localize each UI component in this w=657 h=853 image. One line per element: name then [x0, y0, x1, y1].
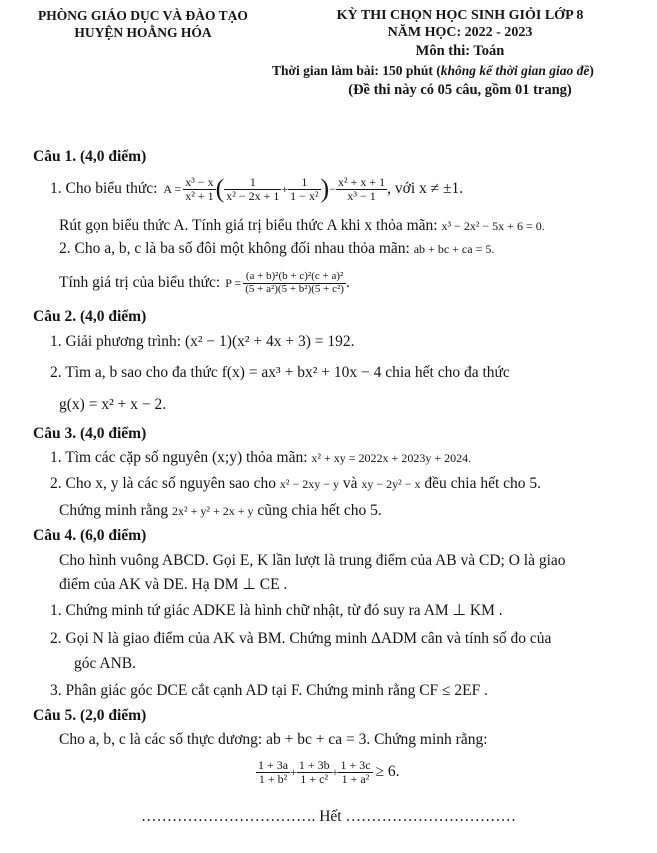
q5-inequality: $\frac{1 + 3a}{\text{1 + b²}}$ + $\frac{1 + 3b}{\text{1 + c²}}$ + $\frac{1 + 3c}{\text{1 + a²}}$ ≥ 6. [258, 757, 400, 786]
school-year: NĂM HỌC: 2022 - 2023 [387, 25, 533, 40]
question-4-title: Câu 4. (6,0 điểm) [33, 527, 147, 544]
question-5-title: Câu 5. (2,0 điểm) [33, 707, 147, 724]
q1-part2: 2. Cho a, b, c là ba số đôi một không đối nhau thỏa mãn: ab + bc + ca = 5. [59, 240, 495, 257]
q1-part1-line: 1. Cho biểu thức: A = $\frac{\text{x³ − x}}{\text{x² + 1}}$ ( $\frac{1}{\text{x² − 2x + 1}}$ + $\frac{1}{\text{1 − x²}}$ ) − $\frac{\text{x² + x + 1}}{\text{x³ − 1}}$ , với x ≠ ±1. [50, 174, 464, 203]
question-3-title: Câu 3. (4,0 điểm) [33, 425, 147, 442]
subject: Môn thi: Toán [415, 43, 505, 59]
q2-part2: 2. Tìm a, b sao cho đa thức f(x) = ax³ + bx² + 10x − 4 chia hết cho đa thức [50, 364, 510, 381]
q4-part2a: 2. Gọi N là giao điểm của AK và BM. Chứng minh ΔADM cân và tính số đo của [50, 630, 552, 647]
department-line-2: HUYỆN HOẰNG HÓA [74, 25, 212, 40]
q3-part2: 2. Cho x, y là các số nguyên sao cho x² − 2xy − y và xy − 2y² − x đều chia hết cho 5. [50, 475, 542, 492]
end-marker: ……………………………. Hết …………………………… [140, 808, 516, 825]
q4-part2b: góc ANB. [74, 655, 136, 672]
page-count: (Đề thi này có 05 câu, gồm 01 trang) [348, 82, 572, 98]
department-line-1: PHÒNG GIÁO DỤC VÀ ĐÀO TẠO [38, 8, 248, 23]
q4-intro-1: Cho hình vuông ABCD. Gọi E, K lần lượt là trung điểm của AB và CD; O là giao [59, 552, 566, 569]
q3-part2b: Chứng minh rằng 2x² + y² + 2x + y cũng chia hết cho 5. [59, 502, 382, 519]
time-line: Thời gian làm bài: 150 phút (không kể thời gian giao đề) [272, 63, 594, 78]
q4-part3: 3. Phân giác góc DCE cắt cạnh AD tại F. Chứng minh rằng CF ≤ 2EF . [50, 682, 488, 699]
q4-part1: 1. Chứng minh tứ giác ADKE là hình chữ nhật, từ đó suy ra AM ⊥ KM . [50, 602, 503, 619]
q2-part1: 1. Giải phương trình: (x² − 1)(x² + 4x + 3) = 192. [50, 333, 355, 350]
q5-intro: Cho a, b, c là các số thực dương: ab + bc + ca = 3. Chứng minh rằng: [59, 731, 488, 748]
q3-part1: 1. Tìm các cặp số nguyên (x;y) thỏa mãn: x² + xy = 2022x + 2023y + 2024. [50, 449, 472, 466]
q4-intro-2: điểm của AK và DE. Hạ DM ⊥ CE . [59, 576, 288, 593]
exam-title: KỲ THI CHỌN HỌC SINH GIỎI LỚP 8 [336, 8, 584, 23]
question-2-title: Câu 2. (4,0 điểm) [33, 308, 147, 325]
q1-part1b: Rút gọn biểu thức A. Tính giá trị biểu thức A khi x thỏa mãn: x³ − 2x² − 5x + 6 = 0. [59, 217, 545, 234]
q2-part2b: g(x) = x² + x − 2. [59, 396, 167, 413]
question-1-title: Câu 1. (4,0 điểm) [33, 148, 147, 165]
q1-part2b: Tính giá trị của biểu thức: P = $\frac{\text{(a + b)²(b + c)²(c + a)²}}{\text{(5 + a²)(5 + b²)(5 + c²)}}$ . [59, 269, 350, 295]
